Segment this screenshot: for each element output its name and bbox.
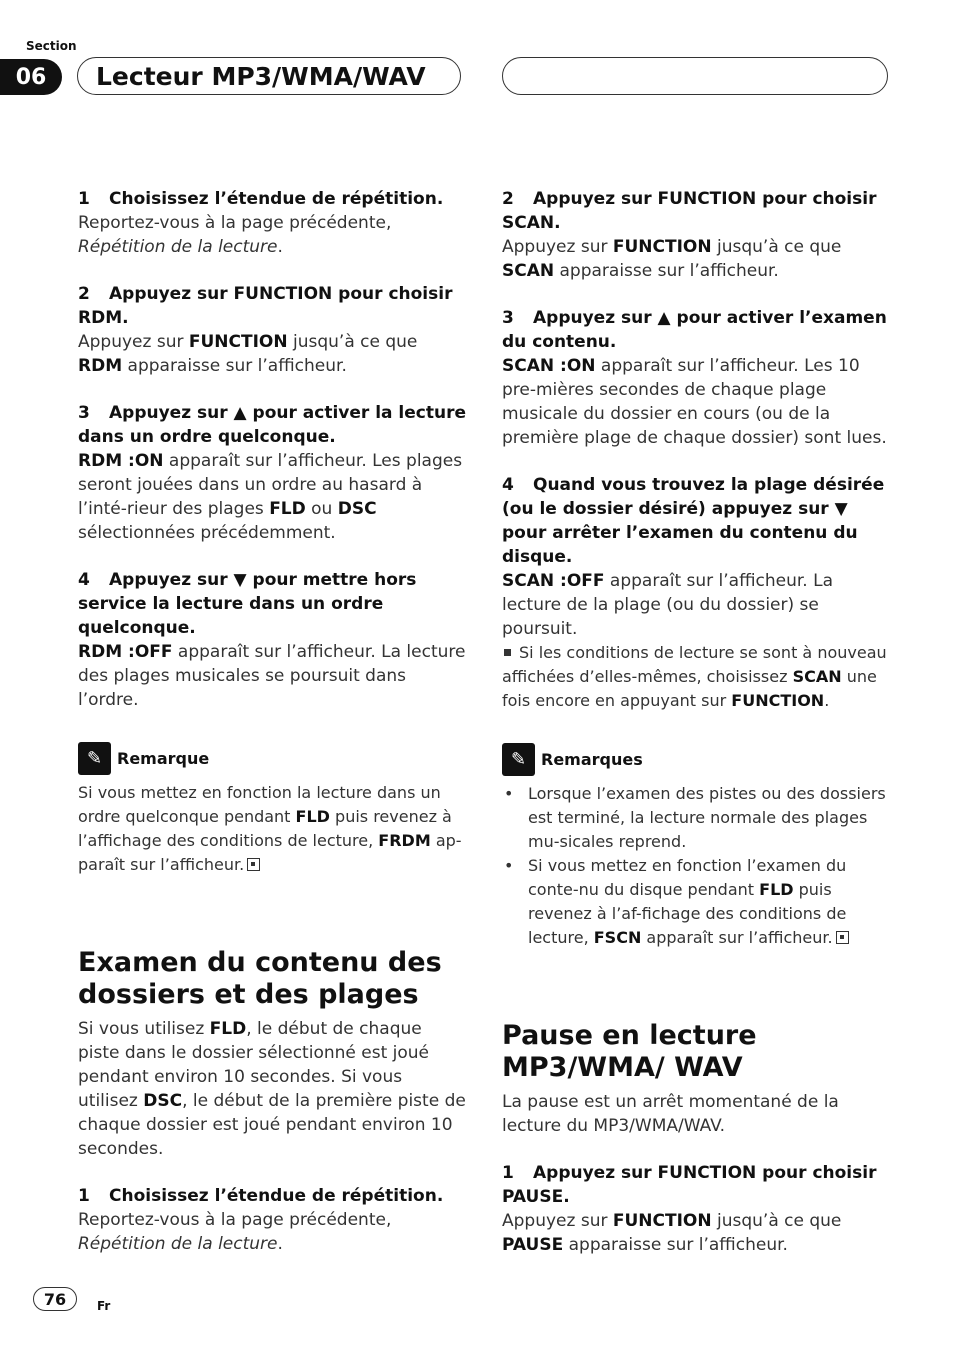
step-body: Reportez-vous à la page précédente, Répétition de la lecture. <box>78 1210 392 1254</box>
step-block <box>502 1161 890 1257</box>
step-body: SCAN :OFF apparaît sur l’afficheur. La lecture de la plage (ou du dossier) se poursuit. <box>502 571 834 639</box>
step-number: 4 <box>502 475 514 495</box>
step-block <box>78 187 466 259</box>
square-bullet-icon <box>504 649 511 656</box>
notes-title: Remarques <box>541 749 643 769</box>
page-title: Lecteur MP3/WMA/WAV <box>77 57 461 95</box>
step-body: RDM :ON apparaît sur l’afficheur. Les plages seront jouées dans un ordre au hasard à l’inté-rieur des plages FLD ou DSC sélectionnées précédemment. <box>78 451 463 543</box>
section-heading: Pause en lecture MP3/WMA/ WAV <box>502 1020 757 1083</box>
left-column <box>78 187 466 1256</box>
step-number: 4 <box>78 570 90 590</box>
language-label: Fr <box>97 1299 111 1313</box>
note-block <box>78 742 466 877</box>
step-body: SCAN :ON apparaît sur l’afficheur. Les 10 pre-mières secondes de chaque plage musicale du dossier en cours (ou de la première plage de chaque dossier) sont lues. <box>502 356 887 448</box>
step-block <box>502 187 890 283</box>
step-number: 1 <box>78 1186 90 1206</box>
note-pencil-icon: ✎ <box>502 743 535 776</box>
step-body: Appuyez sur FUNCTION jusqu’à ce que RDM apparaisse sur l’afficheur. <box>78 332 418 376</box>
step-title: Choisissez l’étendue de répétition. <box>109 1186 444 1206</box>
step-title: Choisissez l’étendue de répétition. <box>109 189 444 209</box>
step-body: RDM :OFF apparaît sur l’afficheur. La lecture des plages musicales se poursuit dans l’ordre. <box>78 642 466 710</box>
step-number: 1 <box>502 1163 514 1183</box>
notes-block <box>502 743 890 950</box>
step-body: Reportez-vous à la page précédente, Répétition de la lecture. <box>78 213 392 257</box>
step-title: Appuyez sur ▲ pour activer la lecture dans un ordre quelconque. <box>78 403 466 447</box>
note-pencil-icon: ✎ <box>78 742 111 775</box>
header-empty-pill <box>502 57 888 95</box>
list-item: • Si vous mettez en fonction l’examen du conte-nu du disque pendant FLD puis revenez à l’af-fichage des conditions de lecture, FSCN apparaît sur l’afficheur. <box>502 854 890 950</box>
step-block <box>502 306 890 450</box>
step-block <box>502 473 890 713</box>
end-mark-icon <box>247 858 260 871</box>
step-block <box>78 282 466 378</box>
note-title: Remarque <box>117 748 210 768</box>
section-label: Section <box>26 39 77 53</box>
section-intro: La pause est un arrêt momentané de la lecture du MP3/WMA/WAV. <box>502 1092 839 1136</box>
list-item: • Lorsque l’examen des pistes ou des dossiers est terminé, la lecture normale des plages mu-sicales reprend. <box>502 782 890 854</box>
end-mark-icon <box>836 931 849 944</box>
step-number: 2 <box>502 189 514 209</box>
step-block <box>78 401 466 545</box>
step-title: Quand vous trouvez la plage désirée (ou le dossier désiré) appuyez sur ▼ pour arrêter l’examen du contenu du disque. <box>502 475 885 567</box>
notes-list <box>502 782 890 950</box>
step-body: Appuyez sur FUNCTION jusqu’à ce que PAUSE apparaisse sur l’afficheur. <box>502 1211 842 1255</box>
right-column <box>502 187 890 1257</box>
step-title: Appuyez sur ▲ pour activer l’examen du contenu. <box>502 308 887 352</box>
section-number-badge: 06 <box>0 59 62 95</box>
step-title: Appuyez sur FUNCTION pour choisir PAUSE. <box>502 1163 877 1207</box>
step-title: Appuyez sur FUNCTION pour choisir RDM. <box>78 284 453 328</box>
step-number: 1 <box>78 189 90 209</box>
page-number: 76 <box>33 1287 77 1311</box>
note-text: Si vous mettez en fonction la lecture dans un ordre quelconque pendant FLD puis revenez à l’affichage des conditions de lecture, FRDM ap-paraît sur l’afficheur. <box>78 783 462 874</box>
section-heading: Examen du contenu des dossiers et des plages <box>78 947 442 1010</box>
step-block <box>78 1184 466 1256</box>
step-block <box>78 568 466 712</box>
step-body: Appuyez sur FUNCTION jusqu’à ce que SCAN apparaisse sur l’afficheur. <box>502 237 842 281</box>
section-intro: Si vous utilisez FLD, le début de chaque piste dans le dossier sélectionné est joué pendant environ 10 secondes. Si vous utilisez DSC, le début de la première piste de chaque dossier est joué pendant environ 10 secondes. <box>78 1019 466 1159</box>
step-number: 2 <box>78 284 90 304</box>
step-title: Appuyez sur FUNCTION pour choisir SCAN. <box>502 189 877 233</box>
step-title: Appuyez sur ▼ pour mettre hors service la lecture dans un ordre quelconque. <box>78 570 417 638</box>
step-subnote: Si les conditions de lecture se sont à nouveau affichées d’elles-mêmes, choisissez SCAN une fois encore en appuyant sur FUNCTION. <box>502 643 887 710</box>
step-number: 3 <box>502 308 514 328</box>
step-number: 3 <box>78 403 90 423</box>
